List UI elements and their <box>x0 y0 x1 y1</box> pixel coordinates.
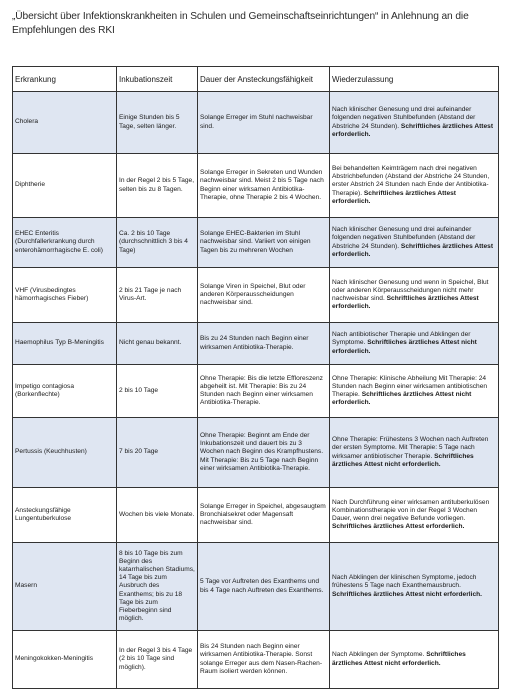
header-ansteckungsfaehigkeit: Dauer der Ansteckungsfähigkeit <box>198 67 330 92</box>
table-row <box>13 488 499 543</box>
contagious-cell: Ohne Therapie: Bis die letzte Effloreszenz abgeheilt ist. Mit Therapie: Bis zu 24 Stunden nach Beginn einer wirksamen Antibiotika-Therapie. <box>198 365 330 418</box>
readmission-text: Ohne Therapie: Klinische Abheilung Mit Therapie: 24 Stunden nach Beginn einer wirksamen antibiotischen Therapie. <box>332 374 488 398</box>
table-row <box>13 268 499 323</box>
table-row <box>13 92 499 154</box>
incubation-cell: 2 bis 10 Tage <box>117 365 198 418</box>
readmission-text: Nach Abklingen der klinischen Symptome, jedoch frühestens 5 Tage nach Exanthemausbruch. <box>332 574 477 590</box>
attest-requirement: Schriftliches ärztliches Attest erforderlich. <box>332 189 457 205</box>
table-row <box>13 323 499 365</box>
readmission-cell <box>330 218 499 268</box>
attest-requirement: Schriftliches ärztliches Attest nicht erforderlich. <box>332 391 472 407</box>
contagious-cell: Solange Viren in Speichel, Blut oder anderen Körperausscheidungen nachweisbar sind. <box>198 268 330 323</box>
readmission-text: Nach Abklingen der Symptome. <box>332 651 425 659</box>
disease-name: Masern <box>13 543 117 631</box>
disease-name: Diphtherie <box>13 154 117 218</box>
readmission-text: Nach klinischer Genesung und drei aufeinander folgenden negativen Stuhlbefunden (Abstand der Abstriche 24 Stunden). <box>332 226 476 250</box>
incubation-cell: Einige Stunden bis 5 Tage, selten länger. <box>117 92 198 154</box>
disease-name: Meningokokken-Meningitis <box>13 631 117 689</box>
attest-requirement: Schriftliches ärztliches Attest nicht erforderlich. <box>332 651 466 667</box>
disease-name: EHEC Enteritis (Durchfallerkrankung durch enterohämorrhagische E. coli) <box>13 218 117 268</box>
contagious-cell: Solange EHEC-Bakterien im Stuhl nachweisbar sind. Variiert von einigen Tagen bis zu mehreren Wochen <box>198 218 330 268</box>
readmission-cell <box>330 92 499 154</box>
disease-name: Pertussis (Keuchhusten) <box>13 418 117 488</box>
disease-name: Impetigo contagiosa (Borkenflechte) <box>13 365 117 418</box>
infection-table <box>12 66 499 689</box>
attest-requirement: Schriftliches ärztliches Attest nicht erforderlich. <box>332 590 482 598</box>
disease-name: Ansteckungsfähige Lungentuberkulose <box>13 488 117 543</box>
table-row <box>13 418 499 488</box>
disease-name: VHF (Virusbedingtes hämorrhagisches Fieber) <box>13 268 117 323</box>
attest-requirement: Schriftliches ärztliches Attest erforderlich. <box>332 122 494 138</box>
header-erkrankung: Erkrankung <box>13 67 117 92</box>
attest-requirement: Schriftliches ärztliches Attest erforderlich. <box>332 295 479 311</box>
table-header-row <box>13 67 499 92</box>
incubation-cell: Wochen bis viele Monate. <box>117 488 198 543</box>
readmission-cell <box>330 631 499 689</box>
disease-name: Haemophilus Typ B-Meningitis <box>13 323 117 365</box>
incubation-cell: 2 bis 21 Tage je nach Virus-Art. <box>117 268 198 323</box>
readmission-cell <box>330 365 499 418</box>
attest-requirement: Schriftliches ärztliches Attest nicht erforderlich. <box>332 339 477 355</box>
header-inkubationszeit: Inkubationszeit <box>117 67 198 92</box>
readmission-text: Nach Durchführung einer wirksamen antituberkulösen Kombinationstherapie von in der Regel 3 Wochen Dauer, wenn drei negative Befunde vorliegen. <box>332 498 490 522</box>
table-row <box>13 543 499 631</box>
table-row <box>13 218 499 268</box>
contagious-cell: 5 Tage vor Auftreten des Exanthems und bis 4 Tage nach Auftreten des Exanthems. <box>198 543 330 631</box>
contagious-cell: Bis zu 24 Stunden nach Beginn einer wirksamen Antibiotika-Therapie. <box>198 323 330 365</box>
readmission-cell <box>330 488 499 543</box>
contagious-cell: Solange Erreger in Speichel, abgesaugtem Bronchialsekret oder Magensaft nachweisbar sind. <box>198 488 330 543</box>
readmission-text: Bei behandelten Keimträgern nach drei negativen Abstrichbefunden (Abstand der Abstriche 24 Stunden, erster Abstrich 24 Stunden nach Ende der Antibiotika-Therapie). <box>332 165 490 197</box>
contagious-cell: Bis 24 Stunden nach Beginn einer wirksamen Antibiotika-Therapie. Sonst solange Erreger aus dem Nasen-Rachen-Raum isoliert werden können. <box>198 631 330 689</box>
readmission-text: Nach antibiotischer Therapie und Abklingen der Symptome. <box>332 331 471 347</box>
incubation-cell: 8 bis 10 Tage bis zum Beginn des katarrhalischen Stadiums, 14 Tage bis zum Ausbruch des Exanthems; bis zu 18 Tage bis zum Fieberbeginn sind möglich. <box>117 543 198 631</box>
contagious-cell: Solange Erreger im Stuhl nachweisbar sind. <box>198 92 330 154</box>
header-wiederzulassung: Wiederzulassung <box>330 67 499 92</box>
readmission-cell <box>330 418 499 488</box>
incubation-cell: Ca. 2 bis 10 Tage (durchschnittlich 3 bis 4 Tage) <box>117 218 198 268</box>
readmission-cell <box>330 543 499 631</box>
contagious-cell: Solange Erreger in Sekreten und Wunden nachweisbar sind. Meist 2 bis 5 Tage nach Beginn einer wirksamen Antibiotika-Therapie, ohne Therapie 2 bis 4 Wochen. <box>198 154 330 218</box>
document-title: „Übersicht über Infektionskrankheiten in Schulen und Gemeinschaftseinrichtungen“ in Anlehnung an die Empfehlungen des RKI <box>12 11 469 36</box>
attest-requirement: Schriftliches ärztliches Attest erforderlich. <box>332 523 465 531</box>
table-row <box>13 154 499 218</box>
readmission-text: Nach klinischer Genesung und wenn in Speichel, Blut oder anderen Körperausscheidungen nicht mehr nachweisbar sind. <box>332 278 489 302</box>
readmission-cell <box>330 268 499 323</box>
incubation-cell: Nicht genau bekannt. <box>117 323 198 365</box>
readmission-cell <box>330 154 499 218</box>
readmission-cell <box>330 323 499 365</box>
readmission-text: Ohne Therapie: Frühestens 3 Wochen nach Auftreten der ersten Symptome. Mit Therapie: 5 Tage nach wirksamer antibiotischer Therapie. <box>332 436 489 460</box>
table-row <box>13 365 499 418</box>
incubation-cell: In der Regel 3 bis 4 Tage (2 bis 10 Tage sind möglich). <box>117 631 198 689</box>
incubation-cell: In der Regel 2 bis 5 Tage, selten bis zu 8 Tagen. <box>117 154 198 218</box>
attest-requirement: Schriftliches ärztliches Attest nicht erforderlich. <box>332 452 474 468</box>
disease-name: Cholera <box>13 92 117 154</box>
table-row <box>13 631 499 689</box>
contagious-cell: Ohne Therapie: Beginnt am Ende der Inkubationszeit und dauert bis zu 3 Wochen nach Beginn des Krampfhustens. Mit Therapie: Bis zu 5 Tage nach Beginn einer wirksamen Antibiotika-Therapie. <box>198 418 330 488</box>
attest-requirement: Schriftliches ärztliches Attest erforderlich. <box>332 242 494 258</box>
readmission-text: Nach klinischer Genesung und drei aufeinander folgenden negativen Stuhlbefunden (Abstand der Abstriche 24 Stunden). <box>332 106 476 130</box>
incubation-cell: 7 bis 20 Tage <box>117 418 198 488</box>
